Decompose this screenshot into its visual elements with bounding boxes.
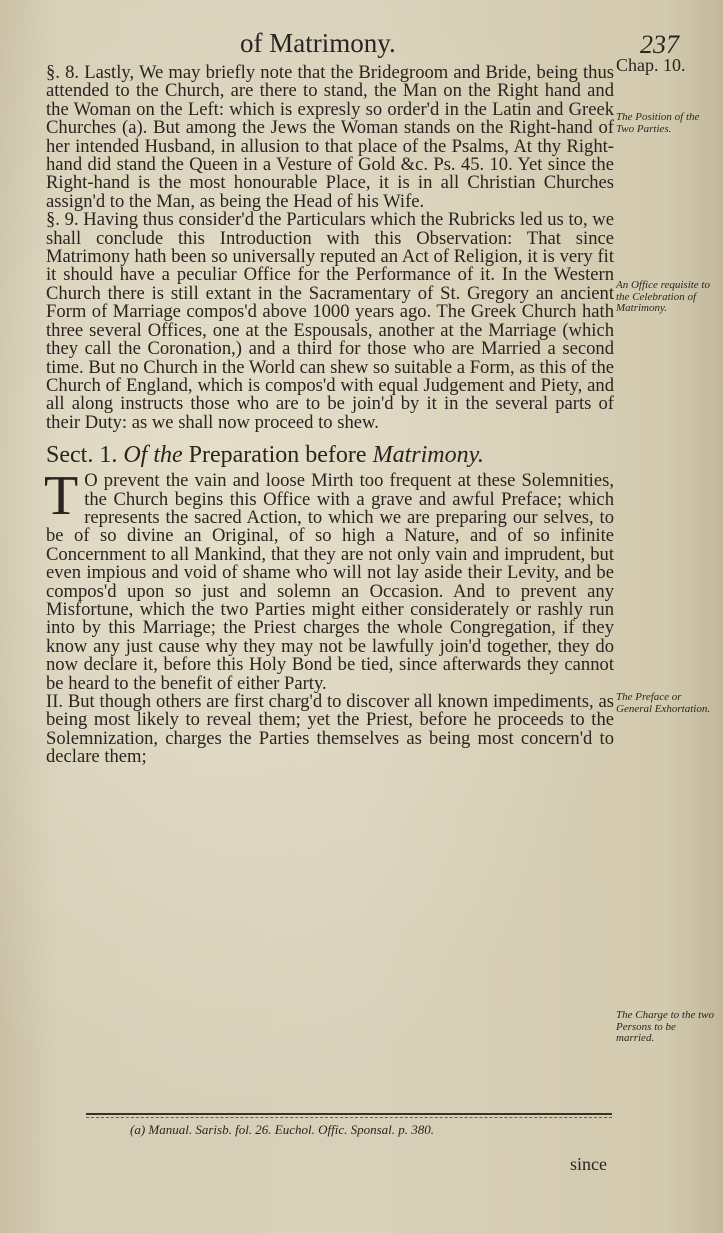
section-heading-prefix: Sect. 1. [46,442,118,469]
section-heading [46,440,614,470]
body-text [46,64,614,767]
section-heading-italic: Of the [123,442,183,469]
margin-note-charge: The Charge to the two Persons to be married. [616,1009,714,1044]
paragraph-charge: II. But though others are first charg'd to discover all known impediments, as being most likely to reveal them; yet the Priest, before he proceeds to the Solemnization, charges the Parties themselves as being most concern'd to declare them; [46,691,614,768]
page-header [0,28,723,62]
section-heading-italic-2: Matrimony. [372,442,484,469]
section-heading-text: Preparation before [188,442,367,469]
drop-cap: T [44,465,79,528]
margin-note-preface: The Preface or General Exhortation. [616,691,711,715]
paragraph-section-8: §. 8. Lastly, We may briefly note that the Bridegroom and Bride, being thus attended to the Church, are there to stand, the Man on the Right hand and the Woman on the Left: which is expresly so order'd in the Latin and Greek Churches (a). But among the Jews the Woman stands on the Right-hand of her intended Husband, in allusion to that place of the Psalms, At thy Right-hand did stand the Queen in a Vesture of Gold &c. Ps. 45. 10. Yet since the Right-hand is the most honourable Place, it is in all Christian Churches assign'd to the Man, as being the Head of his Wife. [46,62,614,212]
margin-note-position: The Position of the Two Parties. [616,111,700,135]
page-number: 237 [640,30,679,59]
footnote-rule-dashed [86,1117,612,1118]
paragraph-section-9: §. 9. Having thus consider'd the Particulars which the Rubricks led us to, we shall conclude this Introduction with this Observation: That since Matrimony hath been so universally reputed an Act of Religion, it is very fit it should have a peculiar Office for the Performance of it. In the Western Church there is still extant in the Sacramentary of St. Gregory an ancient Form of Marriage compos'd above 1000 years ago. The Greek Church hath three several Offices, one at the Espousals, another at the Marriage (which they call the Coronation,) and a third for those who are Married a second time. But no Church in the World can shew so suitable a Form, as this of the Church of England, which is compos'd with equal Judgement and Piety, and all along instructs those who are to be join'd by it in the several parts of their Duty: as we shall now proceed to shew. [46,209,614,433]
margin-chapter-marker: Chap. 10. [616,55,686,75]
running-title: of Matrimony. [240,28,396,58]
paragraph-preparation [44,465,614,694]
footnote: (a) Manual. Sarisb. fol. 26. Euchol. Offic. Sponsal. p. 380. [130,1122,435,1137]
margin-note-office: An Office requisite to the Celebration of Matrimony. [616,279,710,314]
paragraph-preparation-text: O prevent the vain and loose Mirth too frequent at these Solemnities, the Church begins this Office with a grave and awful Preface; which represents the sacred Action, to which we are preparing our selves, to be of so divine an Original, of so high a Nature, and of so infinite Concernment to all Mankind, that they are not only vain and imprudent, but even impious and void of shame who will not lay aside their Levity, and be compos'd upon so just and solemn an Occasion. And to prevent any Misfortune, which the two Parties might either considerately or rashly run into by this Marriage; the Priest charges the whole Congregation, if they know any just cause why they may not be lawfully join'd together, they do now declare it, before this Holy Bond be tied, since afterwards they cannot be heard to the benefit of either Party. [46,470,614,694]
footnote-rule [86,1113,612,1115]
catchword: since [570,1154,607,1174]
